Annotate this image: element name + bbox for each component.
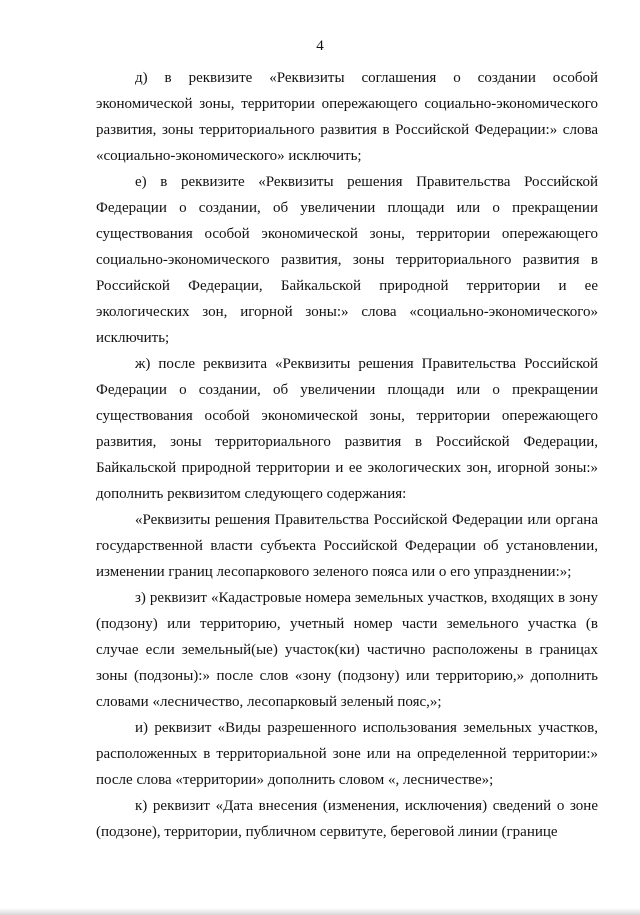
paragraph-k: к) реквизит «Дата внесения (изменения, исключения) сведений о зоне (подзоне), территории, публичном сервитуте, береговой линии (границе: [96, 798, 598, 840]
document-body: [96, 65, 598, 845]
page-number: 4: [316, 38, 324, 54]
paragraph-zh: ж) после реквизита «Реквизиты решения Правительства Российской Федерации о создании, об увеличении площади или о прекращении существования особой экономической зоны, территории опережающего развития, зоны территориального развития в Российской Федерации, Байкальской природной территории и ее экологических зон, игорной зоны:» дополнить реквизитом следующего содержания:: [96, 356, 598, 502]
paragraph-i: и) реквизит «Виды разрешенного использования земельных участков, расположенных в территориальной зоне или на определенной территории:» после слова «территории» дополнить словом «, лесничестве»;: [96, 720, 598, 788]
paragraph-d: д) в реквизите «Реквизиты соглашения о создании особой экономической зоны, территории опережающего социально-экономического развития, зоны территориального развития в Российской Федерации:» слова «социально-экономического» исключить;: [96, 70, 598, 164]
paragraph-z: з) реквизит «Кадастровые номера земельных участков, входящих в зону (подзону) или территорию, учетный номер части земельного участка (в случае если земельный(ые) участок(ки) частично расположены в границах зоны (подзоны):» после слов «зону (подзону) или территорию,» дополнить словами «лесничество, лесопарковый зеленый пояс,»;: [96, 590, 598, 710]
paragraph-quoted-requisite: «Реквизиты решения Правительства Российской Федерации или органа государственной власти субъекта Российской Федерации об установлении, изменении границ лесопаркового зеленого пояса или о его упразднении:»;: [96, 512, 598, 580]
paragraph-e: е) в реквизите «Реквизиты решения Правительства Российской Федерации о создании, об увеличении площади или о прекращении существования особой экономической зоны, территории опережающего социально-экономического развития, зоны территориального развития в Российской Федерации, Байкальской природной территории и ее экологических зон, игорной зоны:» слова «социально-экономического» исключить;: [96, 174, 598, 346]
scan-bottom-edge: [0, 908, 640, 915]
